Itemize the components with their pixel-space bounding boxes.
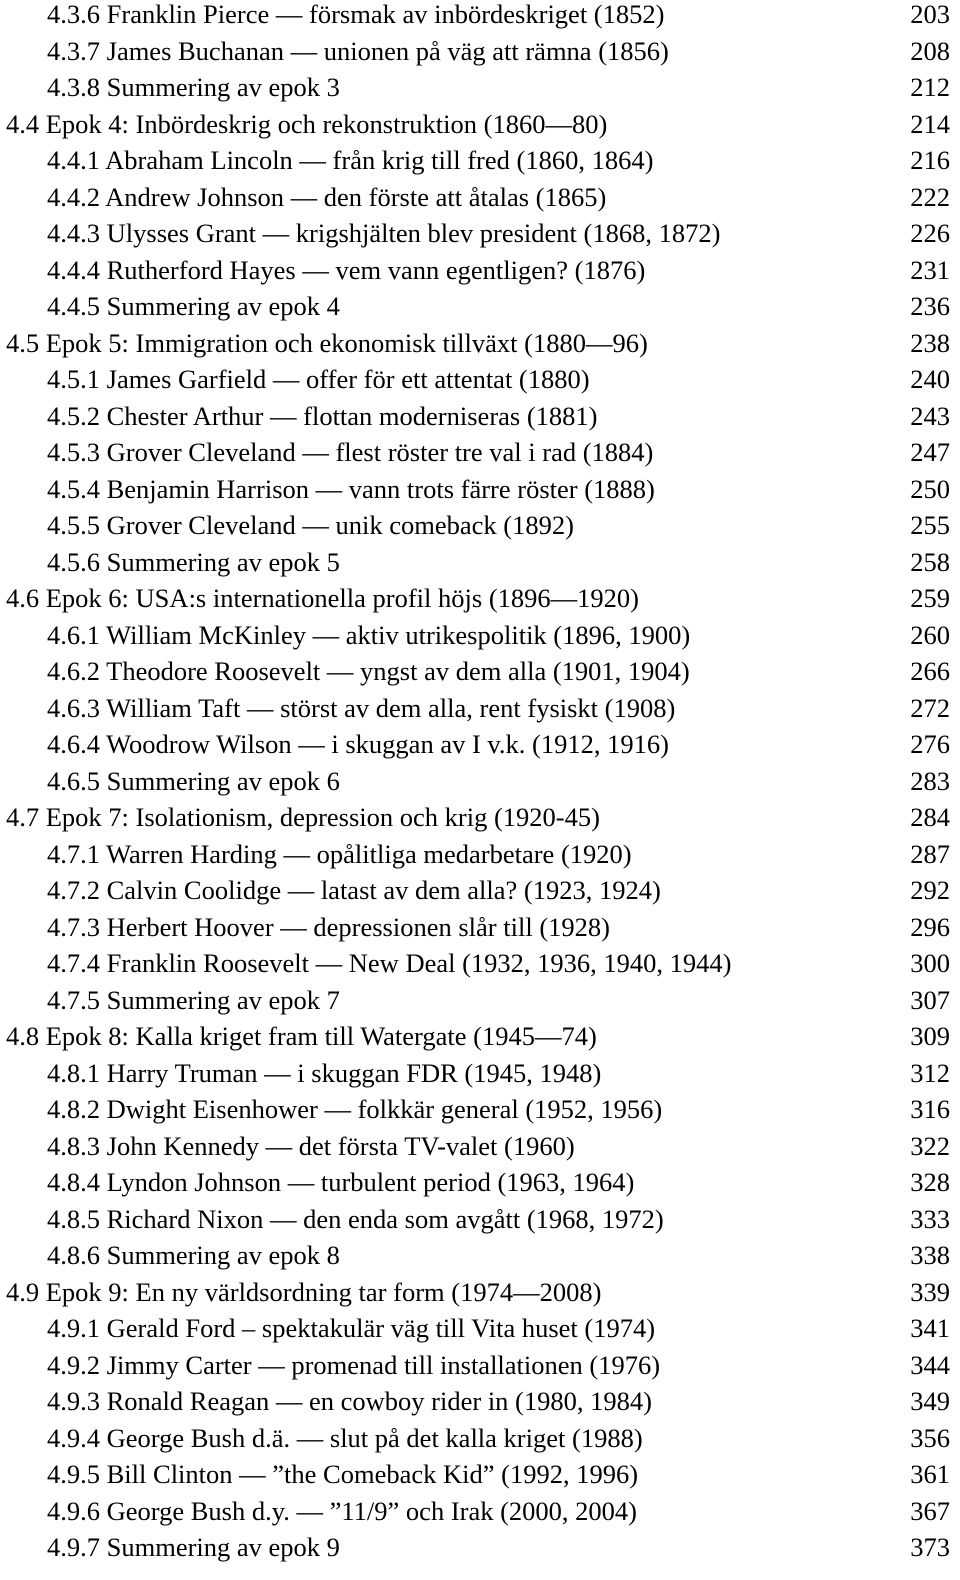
toc-page-number: 212	[910, 72, 950, 102]
toc-page-number: 296	[910, 911, 950, 942]
toc-entry-title: 4.8.2 Dwight Eisenhower — folkkär general (1952, 1956)	[47, 1094, 663, 1124]
toc-page-number: 222	[910, 181, 950, 212]
toc-subsection-row	[0, 544, 960, 581]
toc-section-row	[0, 1018, 960, 1055]
toc-entry-title: 4.7.5 Summering av epok 7	[47, 984, 340, 1015]
toc-subsection-row	[0, 1456, 960, 1493]
toc-entry-title: 4.6.1 William McKinley — aktiv utrikespolitik (1896, 1900)	[47, 619, 691, 650]
toc-subsection-row	[0, 33, 960, 70]
toc-subsection-row	[0, 507, 960, 544]
toc-subsection-row	[0, 1237, 960, 1274]
toc-page-number: 349	[910, 1386, 950, 1416]
toc-page-number: 373	[910, 1532, 950, 1562]
toc-page-number: 272	[910, 692, 950, 723]
toc-subsection-row	[0, 215, 960, 252]
toc-entry-title: 4.6.5 Summering av epok 6	[47, 765, 340, 796]
toc-entry-title: 4.9.4 George Bush d.ä. — slut på det kalla kriget (1988)	[47, 1422, 643, 1453]
toc-entry-title: 4.5.3 Grover Cleveland — flest röster tre val i rad (1884)	[47, 437, 654, 467]
toc-page-number: 356	[910, 1422, 950, 1453]
toc-page-number: 255	[910, 510, 950, 540]
toc-entry-title: 4.8.4 Lyndon Johnson — turbulent period (1963, 1964)	[47, 1167, 635, 1197]
toc-subsection-row	[0, 252, 960, 289]
toc-subsection-row	[0, 69, 960, 106]
toc-subsection-row	[0, 872, 960, 909]
toc-subsection-row	[0, 1201, 960, 1238]
toc-entry-title: 4.8.5 Richard Nixon — den enda som avgått (1968, 1972)	[47, 1203, 664, 1234]
toc-subsection-row	[0, 982, 960, 1019]
toc-page-number: 338	[910, 1240, 950, 1270]
toc-entry-title: 4.7.4 Franklin Roosevelt — New Deal (1932, 1936, 1940, 1944)	[47, 948, 732, 978]
toc-entry-title: 4.6 Epok 6: USA:s internationella profil höjs (1896—1920)	[6, 583, 639, 613]
toc-page-number: 328	[910, 1167, 950, 1197]
toc-subsection-row	[0, 1164, 960, 1201]
toc-subsection-row	[0, 1420, 960, 1457]
toc-subsection-row	[0, 726, 960, 763]
toc-entry-title: 4.6.2 Theodore Roosevelt — yngst av dem alla (1901, 1904)	[47, 656, 690, 686]
toc-entry-title: 4.8.3 John Kennedy — det första TV-valet (1960)	[47, 1130, 575, 1161]
toc-entry-title: 4.5.4 Benjamin Harrison — vann trots färre röster (1888)	[47, 473, 655, 504]
toc-page-number: 260	[910, 619, 950, 650]
toc-entry-title: 4.4.4 Rutherford Hayes — vem vann egentligen? (1876)	[47, 254, 646, 285]
toc-subsection-row	[0, 836, 960, 873]
toc-page-number: 240	[910, 364, 950, 394]
toc-page-number: 236	[910, 291, 950, 321]
toc-subsection-row	[0, 1055, 960, 1092]
toc-entry-title: 4.9.5 Bill Clinton — ”the Comeback Kid” (1992, 1996)	[47, 1459, 639, 1489]
toc-page-number: 309	[910, 1021, 950, 1051]
toc-page-number: 231	[910, 254, 950, 285]
toc-entry-title: 4.6.4 Woodrow Wilson — i skuggan av I v.k. (1912, 1916)	[47, 729, 669, 759]
toc-entry-title: 4.3.7 James Buchanan — unionen på väg att rämna (1856)	[47, 35, 669, 66]
toc-entry-title: 4.9.7 Summering av epok 9	[47, 1532, 340, 1562]
toc-page-number: 238	[910, 327, 950, 358]
toc-page-number: 243	[910, 400, 950, 431]
toc-entry-title: 4.4.1 Abraham Lincoln — från krig till fred (1860, 1864)	[47, 145, 654, 175]
toc-entry-title: 4.9.6 George Bush d.y. — ”11/9” och Irak (2000, 2004)	[47, 1495, 638, 1526]
toc-subsection-row	[0, 763, 960, 800]
toc-subsection-row	[0, 1493, 960, 1530]
toc-subsection-row	[0, 361, 960, 398]
toc-entry-title: 4.5.6 Summering av epok 5	[47, 546, 340, 577]
toc-entry-title: 4.9.1 Gerald Ford – spektakulär väg till Vita huset (1974)	[47, 1313, 656, 1343]
toc-page-number: 259	[910, 583, 950, 613]
toc-subsection-row	[0, 653, 960, 690]
toc-section-row	[0, 1274, 960, 1311]
toc-page-number: 339	[910, 1276, 950, 1307]
toc-entry-title: 4.4 Epok 4: Inbördeskrig och rekonstruktion (1860—80)	[6, 108, 608, 139]
toc-entry-title: 4.4.5 Summering av epok 4	[47, 291, 340, 321]
toc-page-number: 333	[910, 1203, 950, 1234]
toc-subsection-row	[0, 690, 960, 727]
toc-subsection-row	[0, 398, 960, 435]
toc-subsection-row	[0, 1347, 960, 1384]
toc-entry-title: 4.8.1 Harry Truman — i skuggan FDR (1945, 1948)	[47, 1057, 602, 1088]
toc-entry-title: 4.9.3 Ronald Reagan — en cowboy rider in (1980, 1984)	[47, 1386, 652, 1416]
toc-entry-title: 4.3.8 Summering av epok 3	[47, 72, 340, 102]
toc-subsection-row	[0, 179, 960, 216]
toc-page-number: 266	[910, 656, 950, 686]
toc-subsection-row	[0, 945, 960, 982]
toc-section-row	[0, 106, 960, 143]
toc-section-row	[0, 580, 960, 617]
toc-entry-title: 4.7.2 Calvin Coolidge — latast av dem alla? (1923, 1924)	[47, 875, 661, 905]
toc-page-number: 344	[910, 1349, 950, 1380]
toc-subsection-row	[0, 288, 960, 325]
toc-page-number: 312	[910, 1057, 950, 1088]
toc-page-number: 247	[910, 437, 950, 467]
toc-page-number: 276	[910, 729, 950, 759]
toc-page-number: 287	[910, 838, 950, 869]
toc-entry-title: 4.4.3 Ulysses Grant — krigshjälten blev president (1868, 1872)	[47, 218, 721, 248]
toc-subsection-row	[0, 1310, 960, 1347]
toc-subsection-row	[0, 1383, 960, 1420]
toc-entry-title: 4.5.5 Grover Cleveland — unik comeback (1892)	[47, 510, 574, 540]
toc-entry-title: 4.6.3 William Taft — störst av dem alla, rent fysiskt (1908)	[47, 692, 676, 723]
toc-subsection-row	[0, 142, 960, 179]
toc-entry-title: 4.7.3 Herbert Hoover — depressionen slår till (1928)	[47, 911, 610, 942]
toc-subsection-row	[0, 617, 960, 654]
toc-subsection-row	[0, 471, 960, 508]
toc-subsection-row	[0, 1128, 960, 1165]
toc-page-number: 226	[910, 218, 950, 248]
toc-entry-title: 4.5.2 Chester Arthur — flottan moderniseras (1881)	[47, 400, 598, 431]
toc-page-number: 341	[910, 1313, 950, 1343]
toc-subsection-row	[0, 909, 960, 946]
toc-subsection-row	[0, 1091, 960, 1128]
toc-entry-title: 4.8.6 Summering av epok 8	[47, 1240, 340, 1270]
toc-subsection-row	[0, 0, 960, 33]
toc-page-number: 361	[910, 1459, 950, 1489]
toc-entry-title: 4.7.1 Warren Harding — opålitliga medarbetare (1920)	[47, 838, 632, 869]
toc-page-number: 284	[910, 802, 950, 832]
toc-entry-title: 4.4.2 Andrew Johnson — den förste att åtalas (1865)	[47, 181, 607, 212]
toc-page-number: 216	[910, 145, 950, 175]
toc-entry-title: 4.3.6 Franklin Pierce — försmak av inbördeskriget (1852)	[47, 0, 665, 29]
toc-entry-title: 4.5 Epok 5: Immigration och ekonomisk tillväxt (1880—96)	[6, 327, 648, 358]
toc-subsection-row	[0, 434, 960, 471]
toc-page-number: 292	[910, 875, 950, 905]
toc-entry-title: 4.5.1 James Garfield — offer för ett attentat (1880)	[47, 364, 590, 394]
toc-page-number: 322	[910, 1130, 950, 1161]
toc-page-number: 307	[910, 984, 950, 1015]
toc-page-number: 300	[910, 948, 950, 978]
toc-page-number: 316	[910, 1094, 950, 1124]
toc-page-number: 214	[910, 108, 950, 139]
toc-entry-title: 4.9 Epok 9: En ny världsordning tar form (1974—2008)	[6, 1276, 602, 1307]
toc-page-number: 203	[910, 0, 950, 29]
toc-entry-title: 4.8 Epok 8: Kalla kriget fram till Watergate (1945—74)	[6, 1021, 597, 1051]
toc-page-number: 208	[910, 35, 950, 66]
toc-section-row	[0, 799, 960, 836]
toc-entry-title: 4.7 Epok 7: Isolationism, depression och krig (1920-45)	[6, 802, 600, 832]
toc-subsection-row	[0, 1529, 960, 1566]
toc-entry-title: 4.9.2 Jimmy Carter — promenad till installationen (1976)	[47, 1349, 661, 1380]
toc-page-number: 283	[910, 765, 950, 796]
toc-page-number: 250	[910, 473, 950, 504]
toc-page-number: 367	[910, 1495, 950, 1526]
toc-section-row	[0, 325, 960, 362]
toc-page-number: 258	[910, 546, 950, 577]
